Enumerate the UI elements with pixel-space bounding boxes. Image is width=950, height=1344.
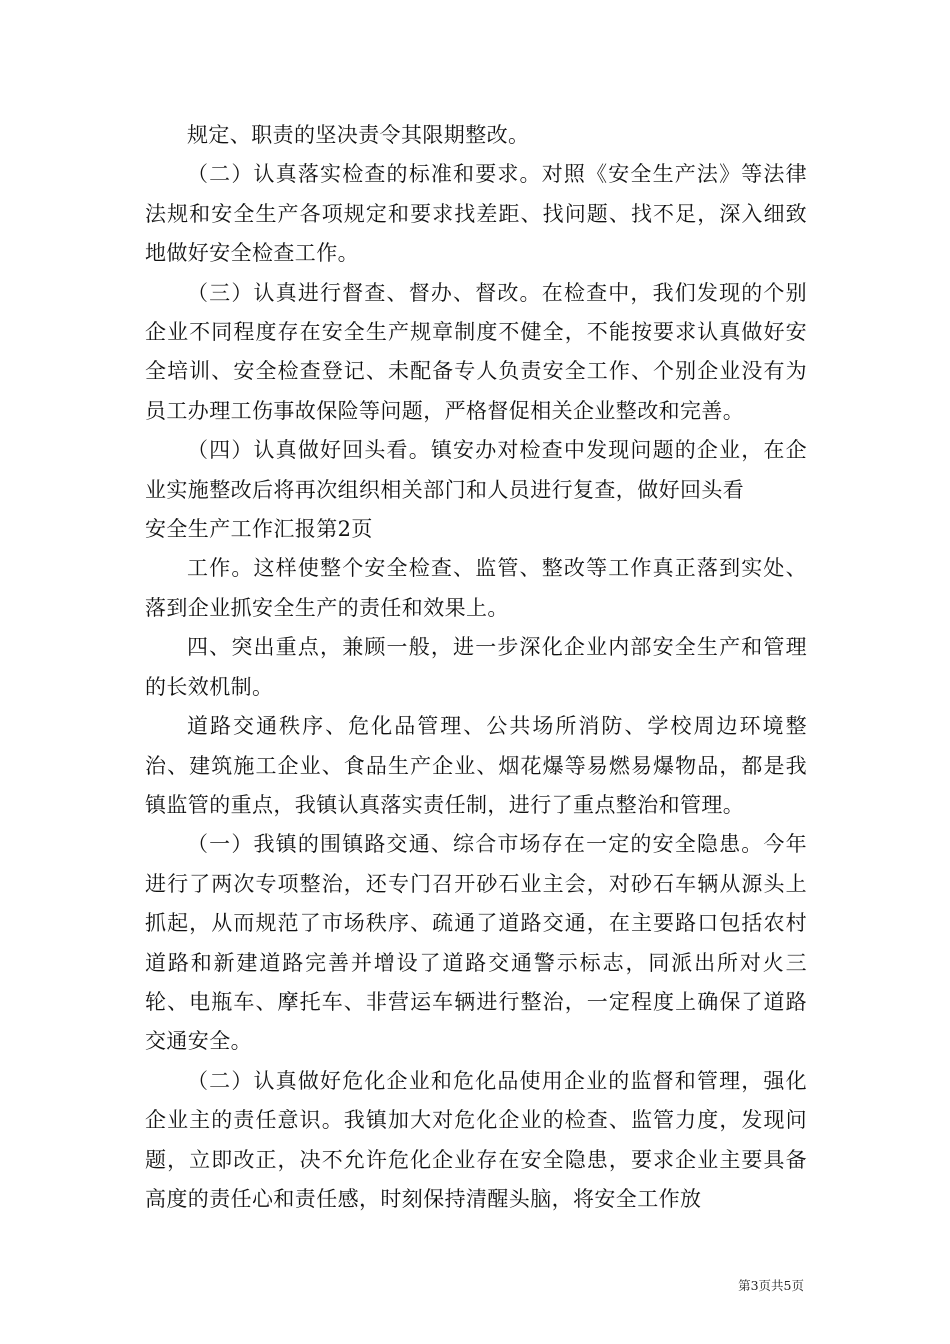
paragraph: 工作。这样使整个安全检查、监管、整改等工作真正落到实处、落到企业抓安全生产的责任和效果上。 [145,556,807,620]
paragraph: （四）认真做好回头看。镇安办对检查中发现问题的企业，在企业实施整改后将再次组织相关部门和人员进行复查，做好回头看 [145,438,807,502]
page-number-footer: 第3页共5页 [738,1278,804,1293]
paragraph: 规定、职责的坚决责令其限期整改。 [187,123,530,147]
paragraph: （二）认真做好危化企业和危化品使用企业的监督和管理，强化企业主的责任意识。我镇加大对危化企业的检查、监管力度，发现问题，立即改正，决不允许危化企业存在安全隐患，要求企业主要具备高度的责任心和责任感，时刻保持清醒头脑，将安全工作放 [145,1068,807,1211]
page-header-text: 安全生产工作汇报第2页 [145,517,373,542]
paragraph: 道路交通秩序、危化品管理、公共场所消防、学校周边环境整治、建筑施工企业、食品生产企业、烟花爆等易燃易爆物品，都是我镇监管的重点，我镇认真落实责任制，进行了重点整治和管理。 [145,714,807,817]
paragraph: （一）我镇的围镇路交通、综合市场存在一定的安全隐患。今年进行了两次专项整治，还专门召开砂石业主会，对砂石车辆从源头上抓起，从而规范了市场秩序、疏通了道路交通，在主要路口包括农村道路和新建道路完善并增设了道路交通警示标志，同派出所对火三轮、电瓶车、摩托车、非营运车辆进行整治，一定程度上确保了道路交通安全。 [145,832,807,1054]
document-body [145,116,807,1219]
section-heading: 四、突出重点，兼顾一般，进一步深化企业内部安全生产和管理的长效机制。 [145,635,807,699]
paragraph: （三）认真进行督查、督办、督改。在检查中，我们发现的个别企业不同程度存在安全生产规章制度不健全，不能按要求认真做好安全培训、安全检查登记、未配备专人负责安全工作、个别企业没有为员工办理工伤事故保险等问题，严格督促相关企业整改和完善。 [145,280,807,423]
paragraph: （二）认真落实检查的标准和要求。对照《安全生产法》等法律法规和安全生产各项规定和要求找差距、找问题、找不足，深入细致地做好安全检查工作。 [145,162,807,266]
